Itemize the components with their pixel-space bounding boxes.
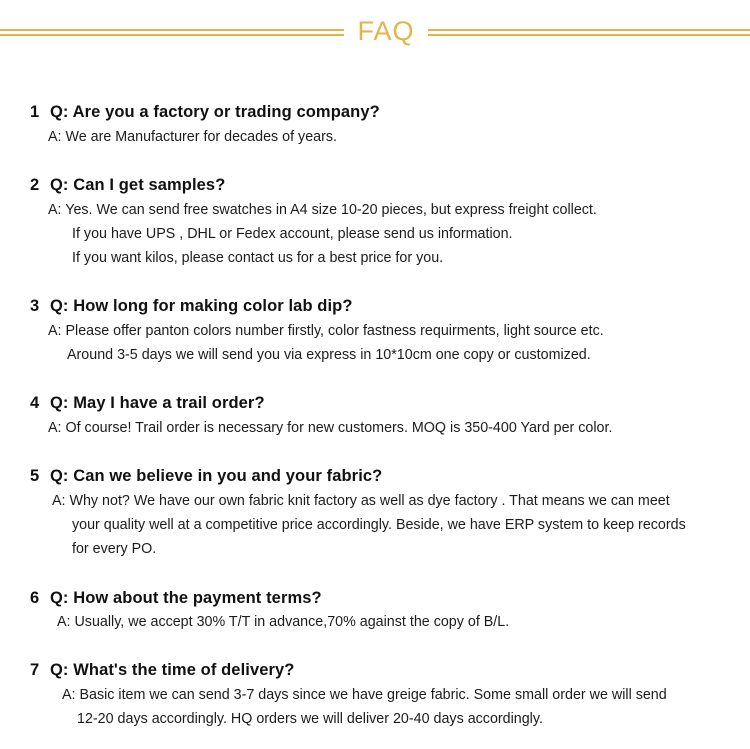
faq-answer-line: A: Basic item we can send 3-7 days since we have greige fabric. Some small order we will send <box>62 687 667 703</box>
faq-question-5 <box>30 467 382 486</box>
question-number: 7 <box>30 661 40 679</box>
faq-answer-line: A: Why not? We have our own fabric knit factory as well as dye factory . That means we can meet <box>52 493 670 509</box>
question-text: Q: What's the time of delivery? <box>50 661 295 679</box>
faq-question-1 <box>30 103 380 122</box>
faq-answer-line: A: Yes. We can send free swatches in A4 size 10-20 pieces, but express freight collect. <box>48 202 597 218</box>
faq-answer-line: If you want kilos, please contact us for a best price for you. <box>72 250 444 266</box>
question-text: Q: How about the payment terms? <box>50 589 322 607</box>
faq-question-2 <box>30 176 225 195</box>
faq-answer-line: If you have UPS , DHL or Fedex account, please send us information. <box>72 226 513 242</box>
question-number: 1 <box>30 103 40 121</box>
rule-line <box>428 29 750 31</box>
header-rule-right <box>428 29 750 37</box>
question-number: 3 <box>30 297 40 315</box>
faq-answer-line: A: Usually, we accept 30% T/T in advance,70% against the copy of B/L. <box>57 614 510 630</box>
faq-answer-line: your quality well at a competitive price accordingly. Beside, we have ERP system to keep records <box>72 517 686 533</box>
question-text: Q: Can I get samples? <box>50 176 226 194</box>
faq-answer-line: Around 3-5 days we will send you via express in 10*10cm one copy or customized. <box>67 347 591 363</box>
faq-answer-line: A: Please offer panton colors number firstly, color fastness requirments, light source etc. <box>48 323 604 339</box>
faq-header <box>0 14 750 56</box>
faq-question-3 <box>30 297 353 316</box>
page-title: FAQ <box>357 16 415 46</box>
faq-question-6 <box>30 589 322 608</box>
question-text: Q: May I have a trail order? <box>50 394 265 412</box>
rule-line <box>0 29 344 31</box>
faq-question-7 <box>30 661 294 680</box>
faq-question-4 <box>30 394 265 413</box>
faq-answer-line: for every PO. <box>72 541 157 557</box>
question-text: Q: Can we believe in you and your fabric? <box>50 467 383 485</box>
question-text: Q: Are you a factory or trading company? <box>50 103 380 121</box>
question-number: 5 <box>30 467 40 485</box>
faq-answer-line: A: We are Manufacturer for decades of years. <box>48 129 337 145</box>
rule-line <box>428 34 750 36</box>
faq-answer-line: 12-20 days accordingly. HQ orders we will deliver 20-40 days accordingly. <box>77 711 543 727</box>
rule-line <box>0 34 344 36</box>
question-number: 2 <box>30 176 40 194</box>
faq-answer-line: A: Of course! Trail order is necessary for new customers. MOQ is 350-400 Yard per color. <box>48 420 613 436</box>
question-number: 6 <box>30 589 40 607</box>
question-number: 4 <box>30 394 40 412</box>
header-rule-left <box>0 29 344 37</box>
question-text: Q: How long for making color lab dip? <box>50 297 353 315</box>
